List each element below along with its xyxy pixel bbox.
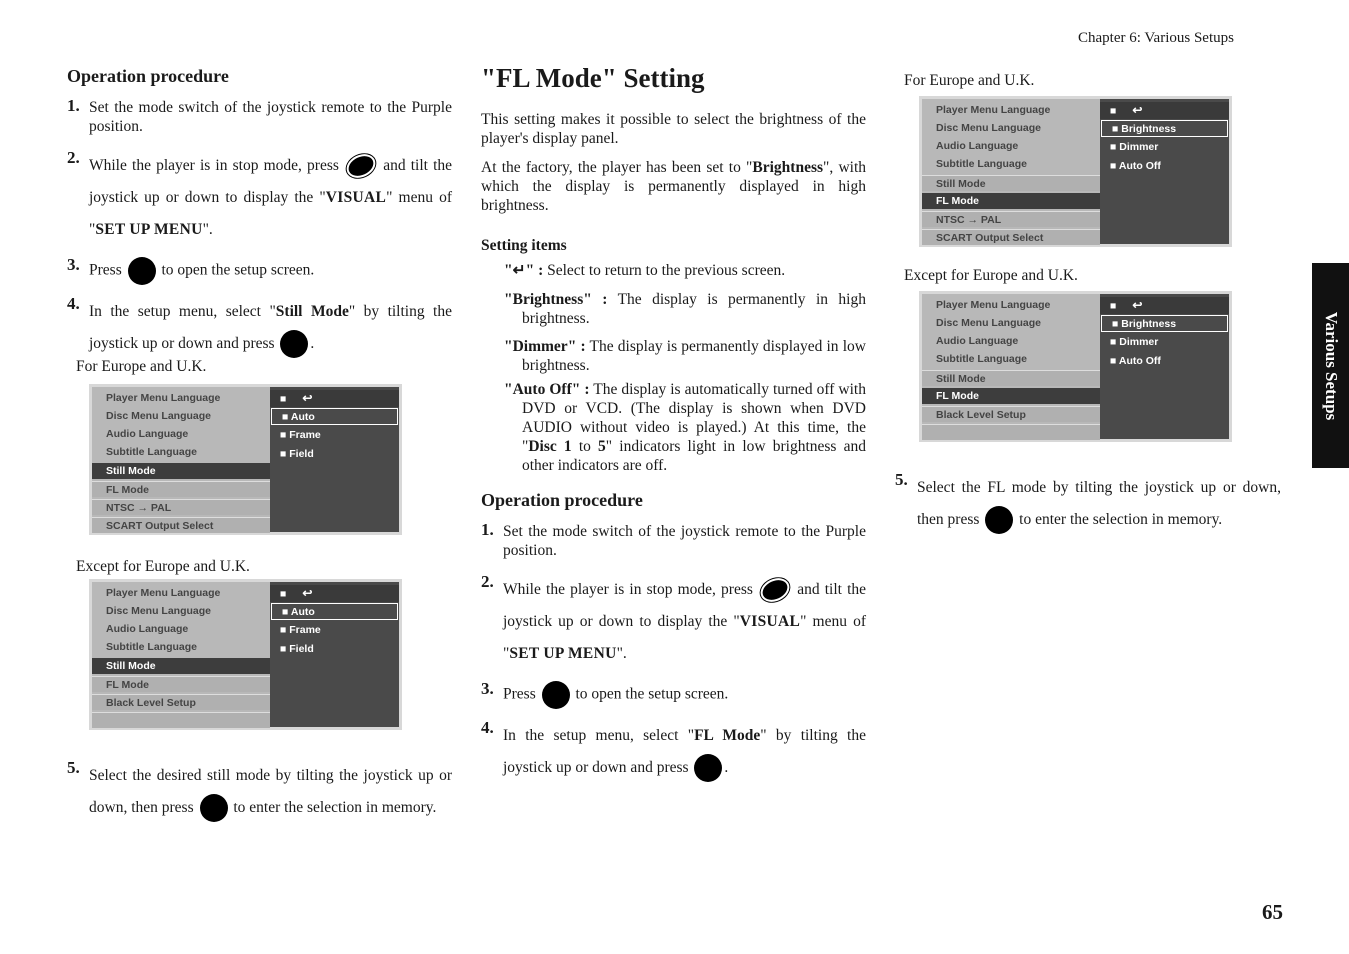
menu-option: ■ Auto Off <box>1110 355 1161 367</box>
step-number: 2. <box>67 148 80 167</box>
menu-still-mode-eu <box>89 384 402 535</box>
step-text: While the player is in stop mode, press <box>89 157 339 174</box>
menu-option: ■ Frame <box>280 624 321 636</box>
step-number: 4. <box>481 718 494 737</box>
step-text: and tilt the joystick up or down to display the " <box>503 581 867 630</box>
middle-heading: Operation procedure <box>481 490 643 510</box>
menu-item: Subtitle Language <box>106 446 198 458</box>
item-text: The display is permanently displayed in low brightness. <box>522 338 866 374</box>
menu-option: ■ Dimmer <box>1110 336 1159 348</box>
menu-item: Player Menu Language <box>936 299 1051 311</box>
menu-item: Disc Menu Language <box>936 122 1042 134</box>
step-number: 5. <box>67 758 80 777</box>
menu-item <box>922 424 1100 440</box>
step-text: . <box>310 335 315 352</box>
page-title: "FL Mode" Setting <box>481 63 705 93</box>
step-text: " by tilting the joystick up or down and press <box>503 727 866 776</box>
intro-paragraph: This setting makes it possible to select the brightness of the player's display panel. <box>481 111 866 147</box>
menu-option: ■ Frame <box>280 429 321 441</box>
step-number: 1. <box>67 96 80 115</box>
return-icon: ↩ <box>302 391 313 405</box>
step-text: and tilt the joystick up or down to display the " <box>89 157 453 206</box>
step-text: Set the mode switch of the joystick remote to the Purple position. <box>503 523 866 559</box>
menu-option: ■ Brightness <box>1101 120 1228 137</box>
paragraph-text: ", with which the display is permanently displayed in high brightness. <box>481 159 866 214</box>
menu-item: Still Mode <box>922 175 1100 191</box>
item-label: "Brightness" : <box>504 291 608 308</box>
disc-label: 5 <box>598 438 606 455</box>
middle-step-4 <box>481 720 866 784</box>
menu-item: Player Menu Language <box>106 587 221 599</box>
return-option: ■ ↩ <box>270 585 399 602</box>
menu-item: Black Level Setup <box>922 406 1100 422</box>
step-text: Select the FL mode by tilting the joystick up or down, then press <box>917 479 1281 528</box>
left-step-4 <box>67 296 452 360</box>
item-text: " indicators light in low brightness and other indicators are off. <box>522 438 866 474</box>
setting-items-heading: Setting items <box>481 237 567 254</box>
step-number: 3. <box>67 255 80 274</box>
enter-button-icon <box>694 754 722 782</box>
page-number: 65 <box>1262 900 1283 924</box>
disc-label: Disc 1 <box>528 438 572 455</box>
middle-step-3 <box>481 681 866 709</box>
menu-item: Black Level Setup <box>92 694 270 710</box>
step-text: to enter the selection in memory. <box>233 799 437 816</box>
step-text: to open the setup screen. <box>161 261 315 279</box>
menu-list <box>922 99 1100 244</box>
menu-option: ■ Auto <box>271 408 398 425</box>
left-step-2 <box>67 150 452 246</box>
menu-item: Audio Language <box>106 428 189 440</box>
chapter-header: Chapter 6: Various Setups <box>1078 30 1234 46</box>
item-text: The display is automatically turned off with DVD or VCD. (The display is shown when DVD AUDIO without video is played.) At this time, the " <box>522 381 866 455</box>
return-icon: ↩ <box>1132 298 1143 312</box>
menu-options <box>270 387 399 532</box>
step-text: ". <box>202 221 213 238</box>
item-text: Select to return to the previous screen. <box>543 262 786 279</box>
menu-item: NTSC → PAL <box>922 211 1100 227</box>
menu-options <box>1100 294 1229 439</box>
step-number: 4. <box>67 294 80 313</box>
visual-label: VISUAL <box>325 189 387 206</box>
item-text: to <box>571 438 599 455</box>
return-icon: ↩ <box>302 586 313 600</box>
step-text: ". <box>616 645 627 662</box>
item-label: "Auto Off" : <box>504 381 590 398</box>
step-text: Set the mode switch of the joystick remote to the Purple position. <box>89 99 452 135</box>
middle-step-1 <box>481 522 866 560</box>
step-number: 3. <box>481 679 494 698</box>
right-caption-eu: For Europe and U.K. <box>904 72 1035 89</box>
menu-item: Player Menu Language <box>936 104 1051 116</box>
menu-list <box>92 387 270 532</box>
menu-option: ■ Auto <box>271 603 398 620</box>
enter-button-icon <box>200 794 228 822</box>
menu-item: Disc Menu Language <box>936 317 1042 329</box>
visual-label: VISUAL <box>739 613 801 630</box>
menu-item: Disc Menu Language <box>106 410 212 422</box>
enter-button-icon <box>280 330 308 358</box>
return-option: ■ ↩ <box>1100 297 1229 314</box>
menu-item: Audio Language <box>936 335 1019 347</box>
item-label: "↵" : <box>504 262 544 279</box>
step-number: 2. <box>481 572 494 591</box>
left-caption-other: Except for Europe and U.K. <box>76 558 250 575</box>
left-heading: Operation procedure <box>67 66 229 86</box>
menu-item: Still Mode <box>922 370 1100 386</box>
menu-option: ■ Brightness <box>1101 315 1228 332</box>
enter-button-icon <box>542 681 570 709</box>
enter-button-icon <box>128 257 156 285</box>
left-step-1 <box>67 98 452 136</box>
setting-item-auto-off <box>504 380 866 475</box>
middle-step-2 <box>481 574 866 670</box>
step-text: Press <box>503 685 536 703</box>
menu-option: ■ Auto Off <box>1110 160 1161 172</box>
step-text: In the setup menu, select " <box>503 727 695 744</box>
step-text: Select the desired still mode by tilting the joystick up or down, then press <box>89 767 452 816</box>
menu-item: NTSC → PAL <box>92 499 270 515</box>
step-text: . <box>724 759 729 776</box>
menu-option: ■ Field <box>280 448 314 460</box>
item-label: "Dimmer" : <box>504 338 586 355</box>
side-tab-label: Various Setups <box>1321 311 1341 420</box>
left-step-3 <box>67 257 452 285</box>
item-text: The display is permanently in high brightness. <box>522 291 866 327</box>
setup-menu-label: SET UP MENU <box>509 645 617 662</box>
menu-options <box>1100 99 1229 244</box>
enter-button-icon <box>985 506 1013 534</box>
setting-item-return <box>504 261 866 280</box>
menu-option: ■ Field <box>280 643 314 655</box>
setting-item-dimmer <box>504 337 866 375</box>
return-option: ■ ↩ <box>270 390 399 407</box>
brightness-label: Brightness <box>752 159 824 176</box>
setup-menu-label: SET UP MENU <box>95 221 203 238</box>
setting-item-brightness <box>504 290 866 328</box>
menu-item: FL Mode <box>92 481 270 497</box>
menu-item: Audio Language <box>106 623 189 635</box>
left-step-5 <box>67 760 452 824</box>
right-caption-other: Except for Europe and U.K. <box>904 267 1078 284</box>
step-text: In the setup menu, select " <box>89 303 276 320</box>
paragraph-text: At the factory, the player has been set to " <box>481 159 753 176</box>
menu-item-selected: Still Mode <box>92 658 270 674</box>
menu-item-selected: FL Mode <box>922 388 1100 404</box>
step-text: While the player is in stop mode, press <box>503 581 753 598</box>
menu-item: SCART Output Select <box>922 229 1100 245</box>
menu-item <box>92 712 270 728</box>
menu-item: Subtitle Language <box>106 641 198 653</box>
step-text: " menu of " <box>89 189 453 238</box>
menu-option: ■ Dimmer <box>1110 141 1159 153</box>
setup-button-icon <box>757 574 793 607</box>
setup-button-icon <box>343 150 379 183</box>
step-text: " by tilting the joystick up or down and press <box>89 303 452 352</box>
step-text: Press <box>89 261 122 279</box>
left-caption-eu: For Europe and U.K. <box>76 358 207 375</box>
menu-list <box>92 582 270 727</box>
menu-list <box>922 294 1100 439</box>
menu-item: SCART Output Select <box>92 517 270 533</box>
menu-still-mode-other <box>89 579 402 730</box>
right-step-5 <box>895 472 1281 536</box>
menu-item-selected: FL Mode <box>922 193 1100 209</box>
menu-fl-mode-other <box>919 291 1232 442</box>
step-text: " menu of " <box>503 613 867 662</box>
menu-item: Subtitle Language <box>936 353 1028 365</box>
return-icon: ↩ <box>1132 103 1143 117</box>
step-text: to open the setup screen. <box>575 685 729 703</box>
menu-item-selected: Still Mode <box>92 463 270 479</box>
step-text: to enter the selection in memory. <box>1019 511 1223 528</box>
menu-item: Audio Language <box>936 140 1019 152</box>
side-tab <box>1312 263 1349 468</box>
menu-item: Subtitle Language <box>936 158 1028 170</box>
menu-item: Disc Menu Language <box>106 605 212 617</box>
step-number: 1. <box>481 520 494 539</box>
menu-fl-mode-eu <box>919 96 1232 247</box>
factory-paragraph <box>481 158 866 215</box>
menu-item: Player Menu Language <box>106 392 221 404</box>
menu-options <box>270 582 399 727</box>
return-option: ■ ↩ <box>1100 102 1229 119</box>
menu-item: FL Mode <box>92 676 270 692</box>
step-number: 5. <box>895 470 908 489</box>
still-mode-label: Still Mode <box>275 303 349 320</box>
fl-mode-label: FL Mode <box>694 727 761 744</box>
